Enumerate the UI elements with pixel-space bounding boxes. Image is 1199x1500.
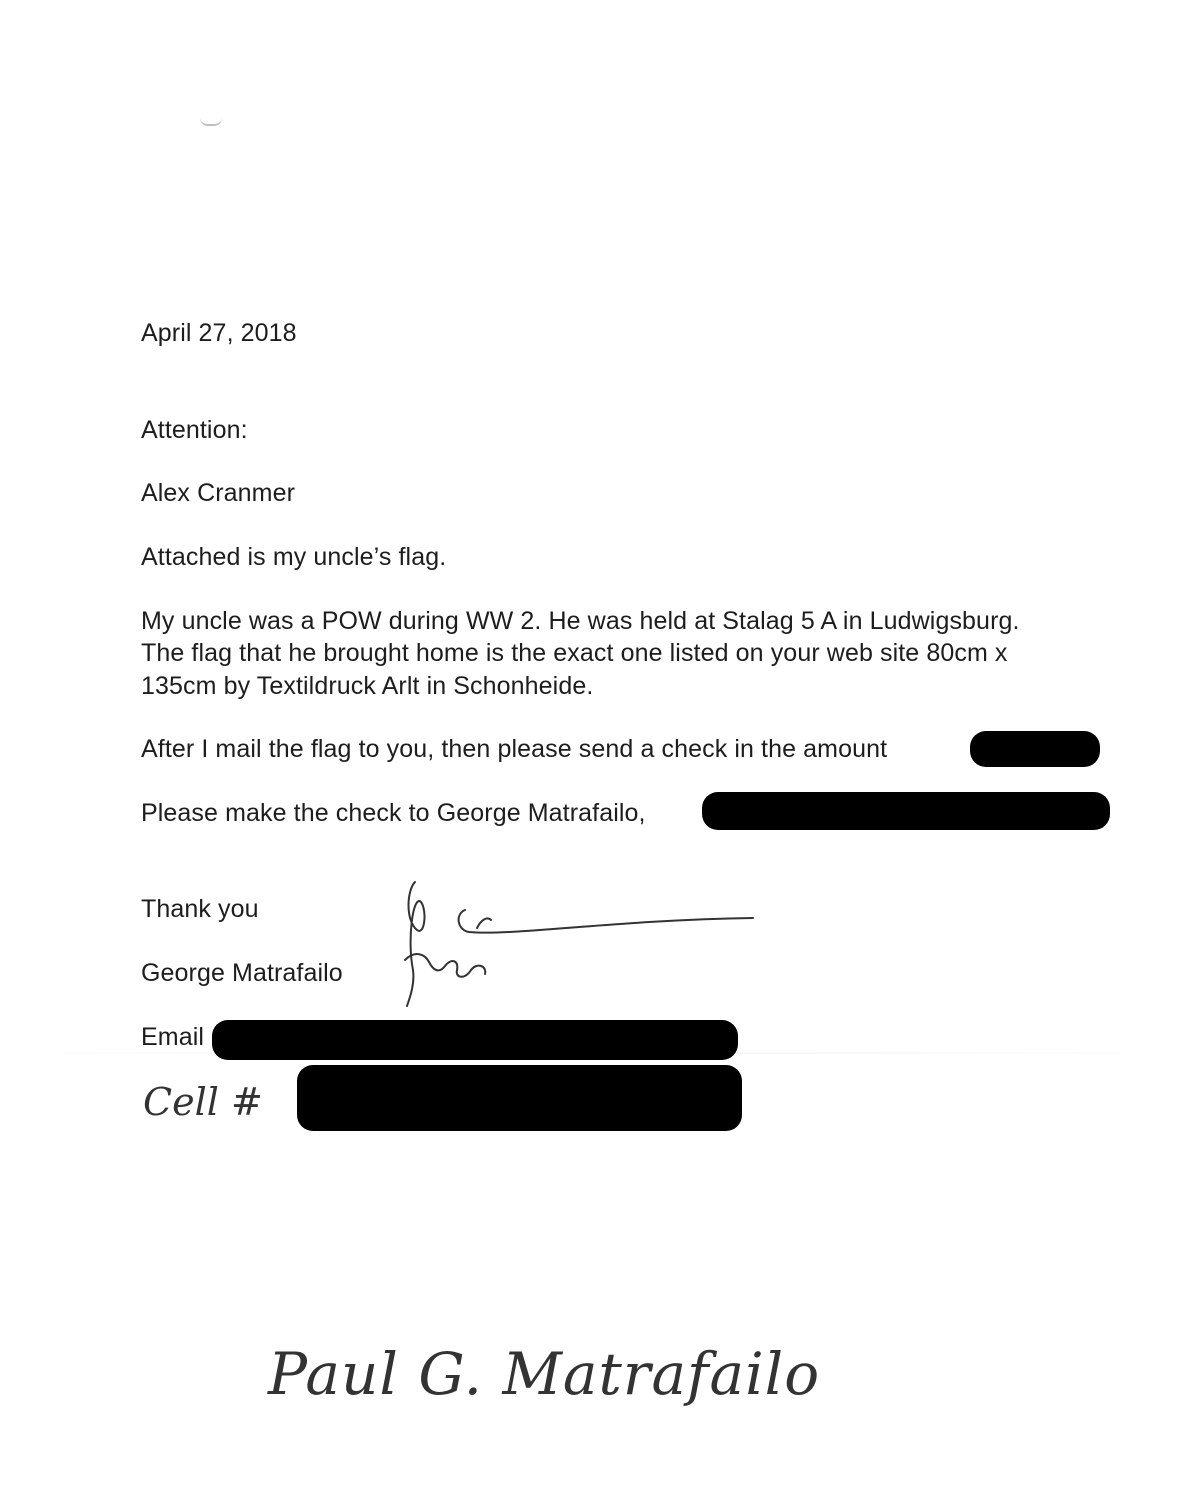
email-label: Email xyxy=(141,1023,205,1051)
body-line-2: The flag that he brought home is the exact one listed on your web site 80cm x xyxy=(141,639,1008,667)
paper-smudge xyxy=(200,118,222,126)
redacted-amount xyxy=(970,731,1100,767)
body-line-1: My uncle was a POW during WW 2. He was held at Stalag 5 A in Ludwigsburg. xyxy=(141,607,1020,635)
payment-request-line: After I mail the flag to you, then please send a check in the amount xyxy=(141,735,888,763)
letter-date: April 27, 2018 xyxy=(141,319,297,347)
redacted-address xyxy=(702,792,1110,830)
intro-line: Attached is my uncle’s flag. xyxy=(141,543,447,571)
cell-label: Cell # xyxy=(143,1080,263,1124)
payee-line: Please make the check to George Matrafailo, xyxy=(141,799,646,827)
sender-name: George Matrafailo xyxy=(141,959,343,987)
witness-signature: Paul G. Matrafailo xyxy=(268,1340,821,1408)
body-line-3: 135cm by Textildruck Arlt in Schonheide. xyxy=(141,672,594,700)
redacted-email xyxy=(212,1020,738,1060)
recipient-name: Alex Cranmer xyxy=(141,479,296,507)
closing-line: Thank you xyxy=(141,895,259,923)
attention-label: Attention: xyxy=(141,416,248,444)
redacted-phone xyxy=(297,1065,742,1131)
sender-signature-icon xyxy=(395,870,765,1010)
